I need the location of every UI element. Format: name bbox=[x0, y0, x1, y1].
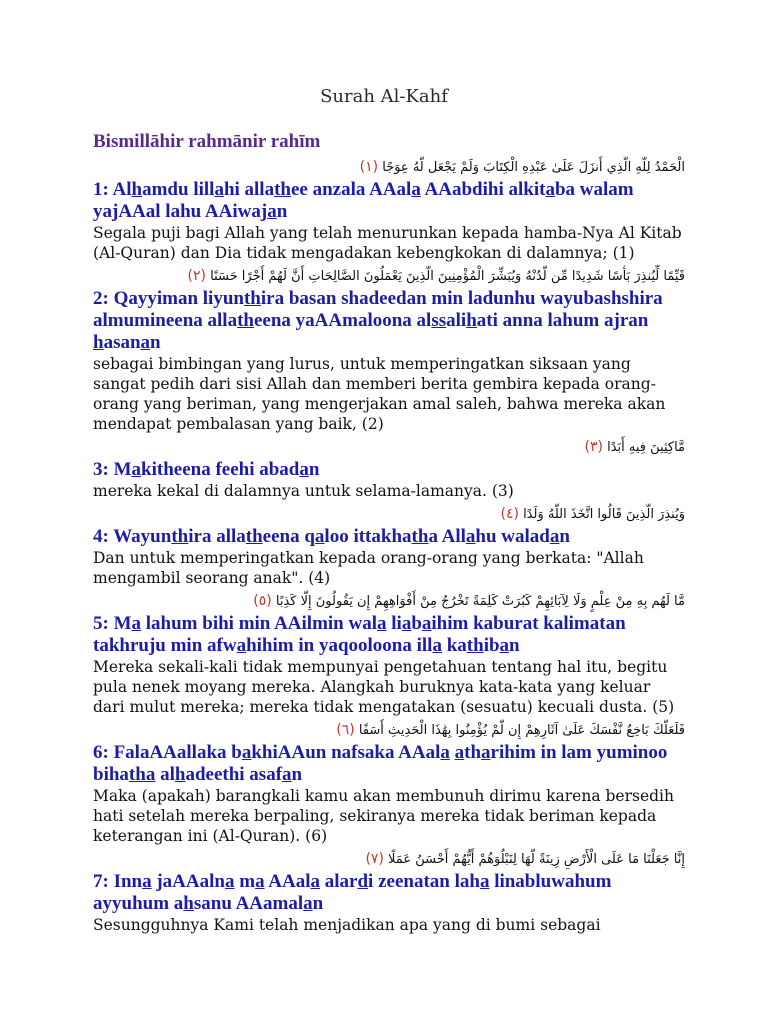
verse-7 bbox=[93, 848, 685, 935]
arabic-verse-text: مَّا لَهُم بِهِ مِنْ عِلْمٍ وَلَا لِآبَائِهِمْ كَبُرَتْ كَلِمَةً تَخْرُجُ مِنْ أَفْوَاهِهِمْ إِن يَقُولُونَ إِلَّا كَذِبًا bbox=[271, 594, 685, 609]
translation: Dan untuk memperingatkan kepada orang-orang yang berkata: "Allah mengambil seorang anak". (4) bbox=[93, 549, 644, 587]
verse-number-marker: (٢) bbox=[187, 268, 206, 284]
transliteration: 5: Ma lahum bihi min AAilmin wala liabaihim kaburat kalimatan takhruju min afwahihim in yaqooloona illa kathiban bbox=[93, 613, 626, 656]
arabic-verse-text: الْحَمْدُ لِلَّهِ الَّذِي أَنزَلَ عَلَىٰ عَبْدِهِ الْكِتَابَ وَلَمْ يَجْعَل لَّهُ عِوَجًا bbox=[378, 160, 685, 175]
arabic-text bbox=[93, 719, 685, 742]
verse-3 bbox=[93, 436, 685, 501]
arabic-verse-text: مَّاكِثِينَ فِيهِ أَبَدًا bbox=[602, 440, 685, 455]
verse-number-marker: (١) bbox=[359, 159, 379, 175]
verse-number-marker: (٤) bbox=[500, 506, 519, 522]
transliteration: 4: Wayunthira allatheena qaloo ittakhatha Allahu waladan bbox=[93, 526, 570, 547]
verse-number-marker: (٣) bbox=[584, 439, 603, 455]
arabic-text bbox=[93, 590, 685, 613]
transliteration: 6: FalaAAallaka bakhiAAun nafsaka AAala atharihim in lam yuminoo bihatha alhadeethi asafan bbox=[93, 742, 668, 785]
arabic-text bbox=[93, 503, 685, 526]
verse-number-marker: (٦) bbox=[336, 722, 355, 738]
verse-list bbox=[93, 156, 685, 935]
transliteration: 3: Makitheena feehi abadan bbox=[93, 459, 320, 480]
verse-1 bbox=[93, 156, 685, 263]
translation: Maka (apakah) barangkali kamu akan membunuh dirimu karena bersedih hati setelah mereka berpaling, sekiranya mereka tidak beriman kepada keterangan ini (Al-Quran). (6) bbox=[93, 787, 674, 845]
arabic-text bbox=[93, 436, 685, 459]
verse-content bbox=[93, 130, 685, 937]
transliteration: 7: Inna jaAAalna ma AAala alardi zeenatan laha linabluwahum ayyuhum ahsanu AAamalan bbox=[93, 871, 612, 914]
transliteration: 1: Alhamdu lillahi allathee anzala AAala AAabdihi alkitaba walam yajAAal lahu AAiwajan bbox=[93, 179, 634, 222]
arabic-text bbox=[93, 156, 685, 179]
verse-number-marker: (٧) bbox=[365, 851, 384, 867]
arabic-verse-text: إِنَّا جَعَلْنَا مَا عَلَى الْأَرْضِ زِينَةً لَّهَا لِنَبْلُوَهُمْ أَيُّهُمْ أَحْسَنُ عَمَلًا bbox=[383, 852, 685, 867]
arabic-verse-text: وَيُنذِرَ الَّذِينَ قَالُوا اتَّخَذَ اللَّهُ وَلَدًا bbox=[518, 507, 685, 522]
arabic-verse-text: قَيِّمًا لِّيُنذِرَ بَأْسًا شَدِيدًا مِّن لَّدُنْهُ وَيُبَشِّرَ الْمُؤْمِنِينَ الَّذِينَ يَعْمَلُونَ الصَّالِحَاتِ أَنَّ لَهُمْ أَجْرًا حَسَنًا bbox=[206, 269, 685, 284]
translation: mereka kekal di dalamnya untuk selama-lamanya. (3) bbox=[93, 482, 514, 500]
verse-number-marker: (٥) bbox=[253, 593, 272, 609]
verse-4 bbox=[93, 503, 685, 588]
translation: sebagai bimbingan yang lurus, untuk memperingatkan siksaan yang sangat pedih dari sisi Allah dan memberi berita gembira kepada orang-orang yang beriman, yang mengerjakan amal saleh, bahwa mereka akan mendapat pembalasan yang baik, (2) bbox=[93, 355, 666, 433]
arabic-text bbox=[93, 265, 685, 288]
verse-2 bbox=[93, 265, 685, 434]
verse-5 bbox=[93, 590, 685, 717]
translation: Segala puji bagi Allah yang telah menurunkan kepada hamba-Nya Al Kitab (Al-Quran) dan Dia tidak mengadakan kebengkokan di dalamnya; (1) bbox=[93, 224, 682, 262]
arabic-text bbox=[93, 848, 685, 871]
page-title: Surah Al-Kahf bbox=[320, 86, 448, 107]
bismillah-heading: Bismillāhir rahmānir rahīm bbox=[93, 131, 321, 152]
arabic-verse-text: فَلَعَلَّكَ بَاخِعٌ نَّفْسَكَ عَلَىٰ آثَارِهِمْ إِن لَّمْ يُؤْمِنُوا بِهَٰذَا الْحَدِيثِ أَسَفًا bbox=[354, 723, 685, 738]
translation: Mereka sekali-kali tidak mempunyai pengetahuan tentang hal itu, begitu pula nenek moyang mereka. Alangkah buruknya kata-kata yang keluar dari mulut mereka; mereka tidak mengatakan (sesuatu) kecuali dusta. (5) bbox=[93, 658, 675, 716]
translation: Sesungguhnya Kami telah menjadikan apa yang di bumi sebagai bbox=[93, 916, 601, 934]
verse-6 bbox=[93, 719, 685, 846]
transliteration: 2: Qayyiman liyunthira basan shadeedan min ladunhu wayubashshira almumineena allatheena yaAAmaloona alssalihati anna lahum ajran hasanan bbox=[93, 288, 663, 353]
